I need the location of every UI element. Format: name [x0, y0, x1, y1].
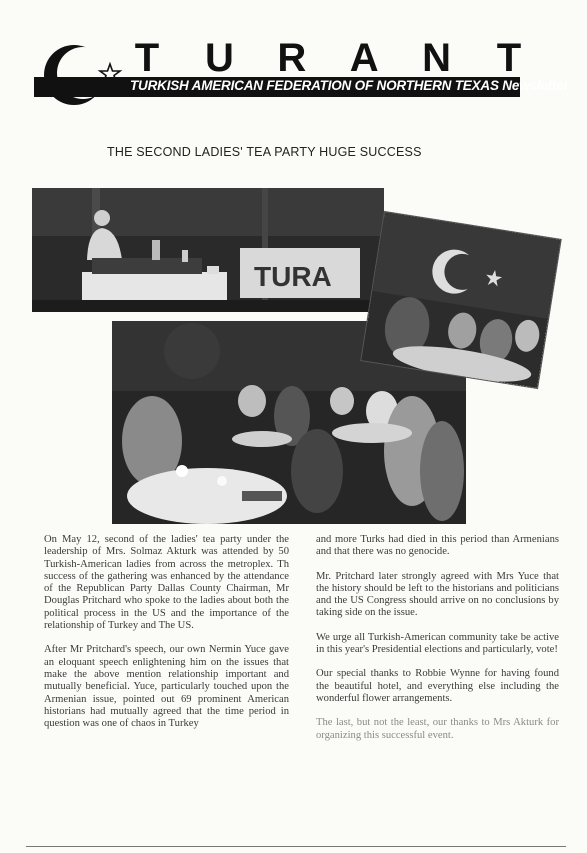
article-paragraph: We urge all Turkish-American community take be active in this year's Presidential elections and particularly, vote!	[316, 631, 559, 656]
title-letter: T	[134, 36, 160, 80]
article-paragraph: After Mr Pritchard's speech, our own Nermin Yuce gave an eloquant speech enlightening him on the issues that make the above mention relationship important and mutually beneficial. Yuce, particularly touched upon the Armenian issue, pointed out 69 prominent American historians had mutually agreed that the time period in question was one of chaos in Turkey	[44, 644, 289, 730]
photo-flag-guests	[361, 212, 560, 388]
article-paragraph: On May 12, second of the ladies' tea party under the leadership of Mrs. Solmaz Akturk was attended by 50 Turkish-American ladies from across the metroplex. Th success of the gathering was enhanced by the attendance of the Republican Party Dallas County Chairman, Mr Douglas Pritchard who spoke to the ladies about both the political process in the US and the importance of the relationship of Turkey and The US.	[44, 534, 289, 632]
article-paragraph: Our special thanks to Robbie Wynne for having found the beautiful hotel, and everything else including the wonderful flower arrangements.	[316, 668, 559, 704]
crescent-star-logo	[34, 36, 124, 114]
title-letter: A	[349, 36, 379, 80]
page-bottom-rule	[26, 846, 566, 847]
title-letter: T	[496, 36, 522, 80]
title-letter: U	[204, 36, 234, 80]
masthead-subtitle: TURKISH AMERICAN FEDERATION OF NORTHERN TEXAS Newsletter	[130, 78, 569, 93]
title-letter: R	[277, 36, 307, 80]
article-column-left	[44, 534, 289, 742]
article-column-right	[316, 534, 559, 754]
article-paragraph: The last, but not the least, our thanks to Mrs Akturk for organizing this successful event.	[316, 717, 559, 741]
masthead-title	[128, 36, 528, 81]
photo-banner-text: TURA	[254, 261, 332, 292]
photo-speaker-podium	[32, 188, 384, 312]
title-letter: N	[422, 36, 451, 80]
newsletter-masthead	[0, 0, 587, 120]
article-headline: THE SECOND LADIES' TEA PARTY HUGE SUCCESS	[107, 145, 422, 159]
article-paragraph: and more Turks had died in this period than Armenians and that there was no genocide.	[316, 534, 559, 558]
article-paragraph: Mr. Pritchard later strongly agreed with Mrs Yuce that the history should be left to the historians and politicians and the US Congress should arrive on no conclusions by taking side on the issue.	[316, 570, 559, 619]
